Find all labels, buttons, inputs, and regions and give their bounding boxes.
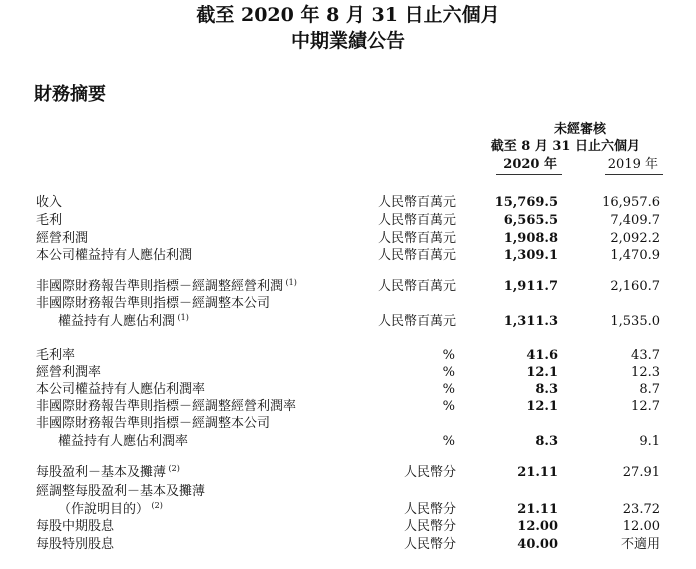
row-unit: 人民幣分 (403, 519, 456, 534)
value-2019: 1,535.0 (610, 314, 660, 329)
row-unit: % (442, 399, 455, 414)
row-label: 經調整每股盈利－基本及攤薄 (36, 484, 206, 499)
table-row (0, 484, 696, 500)
value-2020: 40.00 (517, 537, 558, 552)
section-heading: 財務摘要 (34, 84, 106, 105)
row-unit: % (442, 348, 455, 363)
table-row (0, 348, 696, 364)
row-label: 毛利率 (36, 348, 76, 363)
year-2020-header: 2020 年 (503, 157, 557, 172)
row-unit: % (442, 365, 455, 380)
value-2020: 15,769.5 (494, 195, 558, 210)
table-row (0, 537, 696, 553)
table-row (0, 399, 696, 415)
value-2020: 41.6 (526, 348, 558, 363)
table-row (0, 213, 696, 229)
row-label: 非國際財務報告準則指標－經調整本公司 (36, 296, 271, 311)
footnote-ref: (2) (149, 501, 163, 510)
row-unit: 人民幣百萬元 (377, 213, 456, 228)
value-2019: 7,409.7 (610, 213, 660, 228)
table-row (0, 365, 696, 381)
table-row (0, 296, 696, 312)
value-2020: 1,311.3 (503, 314, 558, 329)
value-2019: 不適用 (620, 537, 660, 552)
row-label: 收入 (36, 195, 63, 210)
value-2020: 21.11 (517, 502, 558, 517)
row-label: 權益持有人應佔利潤率 (58, 434, 189, 449)
row-label: 非國際財務報告準則指標－經調整本公司 (36, 416, 271, 431)
row-label: 非國際財務報告準則指標－經調整經營利潤 $^{(1)}$ (36, 278, 297, 294)
row-label: 每股中期股息 (36, 519, 115, 534)
row-unit: 人民幣分 (403, 502, 456, 517)
row-unit: 人民幣百萬元 (377, 314, 456, 329)
row-unit: % (442, 382, 455, 397)
row-label: 權益持有人應佔利潤 $^{(1)}$ (58, 313, 189, 329)
value-2020: 8.3 (535, 434, 558, 449)
row-label: 經營利潤率 (36, 365, 102, 380)
table-row (0, 314, 696, 330)
row-unit: 人民幣百萬元 (377, 248, 456, 263)
value-2019: 12.7 (631, 399, 660, 414)
value-2019: 2,092.2 (610, 231, 660, 246)
row-unit: % (442, 434, 455, 449)
value-2019: 8.7 (639, 382, 660, 397)
value-2020: 21.11 (517, 465, 558, 480)
value-2019: 12.3 (631, 365, 660, 380)
value-2020: 6,565.5 (503, 213, 558, 228)
row-unit: 人民幣百萬元 (377, 195, 456, 210)
table-row (0, 248, 696, 264)
table-row (0, 465, 696, 481)
row-label: 每股盈利－基本及攤薄 $^{(2)}$ (36, 464, 180, 480)
value-2020: 12.1 (526, 365, 558, 380)
document-subtitle: 中期業績公告 (290, 30, 405, 52)
row-label: 毛利 (36, 213, 63, 228)
value-2019: 12.00 (622, 519, 660, 534)
footnote-ref: (2) (166, 464, 180, 473)
row-label: 非國際財務報告準則指標－經調整經營利潤率 (36, 399, 297, 414)
value-2019: 16,957.6 (602, 195, 660, 210)
value-2020: 12.00 (517, 519, 558, 534)
year-2019-header: 2019 年 (607, 157, 658, 172)
footnote-ref: (1) (283, 278, 297, 287)
period-label: 截至 8 月 31 日止六個月 (490, 139, 640, 154)
value-2019: 9.1 (639, 434, 660, 449)
value-2020: 1,911.7 (503, 279, 558, 294)
footnote-ref: (1) (175, 313, 189, 322)
value-2019: 1,470.9 (610, 248, 660, 263)
value-2019: 2,160.7 (610, 279, 660, 294)
row-label: （作說明目的） $^{(2)}$ (58, 501, 163, 517)
table-row (0, 502, 696, 518)
table-row (0, 416, 696, 432)
value-2019: 43.7 (631, 348, 660, 363)
row-label: 每股特別股息 (36, 537, 115, 552)
row-label: 本公司權益持有人應佔利潤率 (36, 382, 206, 397)
value-2019: 23.72 (622, 502, 660, 517)
table-row (0, 434, 696, 450)
table-row (0, 382, 696, 398)
value-2020: 1,908.8 (503, 231, 558, 246)
row-label: 經營利潤 (36, 231, 89, 246)
table-row (0, 195, 696, 211)
unaudited-label: 未經審核 (553, 122, 606, 137)
value-2020: 1,309.1 (503, 248, 558, 263)
value-2020: 8.3 (535, 382, 558, 397)
value-2020: 12.1 (526, 399, 558, 414)
row-unit: 人民幣百萬元 (377, 231, 456, 246)
row-unit: 人民幣分 (403, 465, 456, 480)
table-row (0, 519, 696, 535)
document-title: 截至 2020 年 8 月 31 日止六個月 (196, 4, 500, 26)
row-unit: 人民幣分 (403, 537, 456, 552)
row-label: 本公司權益持有人應佔利潤 (36, 248, 193, 263)
table-row (0, 231, 696, 247)
row-unit: 人民幣百萬元 (377, 279, 456, 294)
value-2019: 27.91 (622, 465, 660, 480)
table-row (0, 279, 696, 295)
